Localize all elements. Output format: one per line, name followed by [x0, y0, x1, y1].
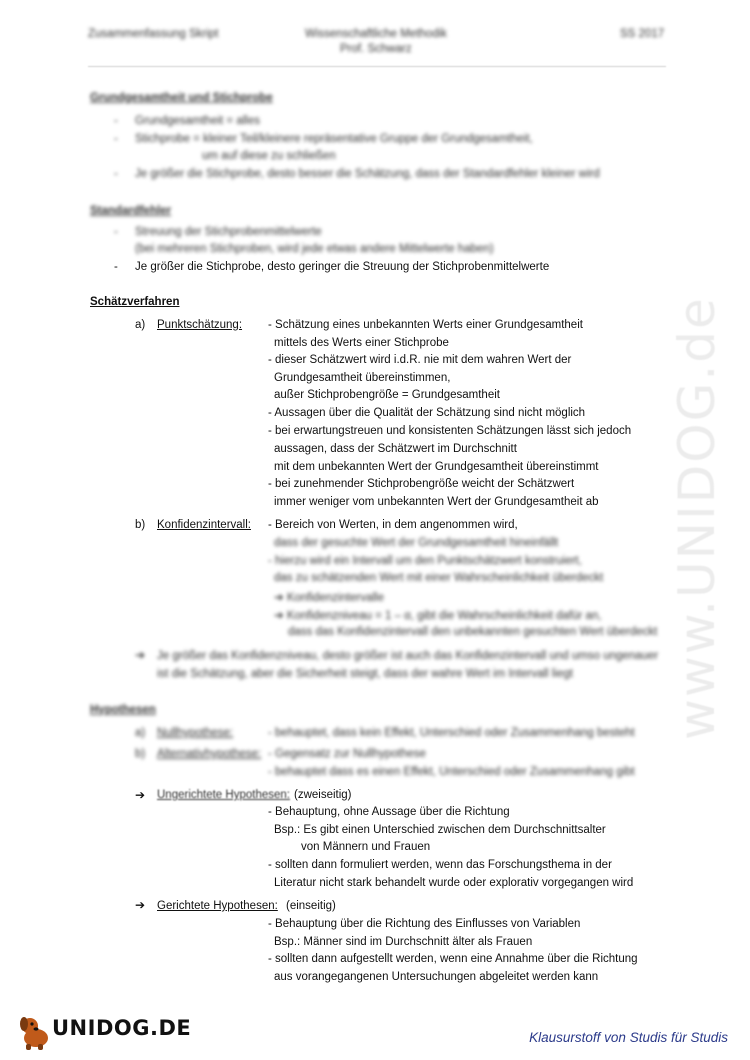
item-marker-a: a) — [135, 727, 146, 739]
bullet-mark: - — [114, 115, 118, 127]
text-line: von Männern und Frauen — [301, 841, 431, 853]
bullet-mark: - — [114, 168, 118, 180]
bullet-mark: - — [114, 226, 118, 238]
text-line: aus vorangegangenen Untersuchungen abgeleitet werden kann — [274, 971, 599, 983]
item-marker-a: a) — [135, 319, 146, 331]
arrow-icon: ➔ — [135, 788, 146, 802]
text-line: dass der gesuchte Wert der Grundgesamtheit hineinfällt — [274, 537, 559, 549]
note-line: Je größer das Konfidenzniveau, desto größer ist auch das Konfidenzintervall und umso ungenauer — [157, 650, 659, 662]
text-line: - Gegensatz zur Nullhypothese — [268, 748, 426, 760]
text-line: mittels des Werts einer Stichprobe — [274, 337, 449, 349]
text-line: - Behauptung über die Richtung des Einflusses von Variablen — [268, 918, 581, 930]
text-line: - behauptet dass es einen Effekt, Unterschied oder Zusammenhang gibt — [268, 766, 635, 778]
text-line: Bsp.: Männer sind im Durchschnitt älter als Frauen — [274, 936, 533, 948]
item-marker-b: b) — [135, 748, 146, 760]
text-line: - bei zunehmender Stichprobengröße weicht der Schätzwert — [268, 478, 575, 490]
bullet-mark: - — [114, 261, 118, 273]
arrow-icon: ➔ — [135, 648, 146, 662]
text-line: ➔ Konfidenzniveau = 1 – α, gibt die Wahrscheinlichkeit dafür an, — [274, 610, 602, 622]
text-line: - hierzu wird ein Intervall um den Punktschätzwert konstruiert, — [268, 555, 582, 567]
header-right: SS 2017 — [620, 28, 665, 40]
list-item: Je größer die Stichprobe, desto besser die Schätzung, dass der Standardfehler kleiner wird — [135, 168, 600, 180]
list-item-continuation: (bei mehreren Stichproben, wird jede etwas andere Mittelwerte haben) — [135, 243, 494, 255]
footer-tagline: Klausurstoff von Studis für Studis — [529, 1030, 728, 1045]
text-line: Literatur nicht stark behandelt wurde oder explorativ vorgegangen wird — [274, 877, 634, 889]
text-line: Bsp.: Es gibt einen Unterschied zwischen dem Durchschnittsalter — [274, 824, 606, 836]
logo-text: UNIDOG.DE — [52, 1016, 192, 1040]
header-rule — [88, 66, 666, 67]
bullet-mark: - — [114, 133, 118, 145]
list-item: Grundgesamtheit = alles — [135, 115, 260, 127]
text-line: außer Stichprobengröße = Grundgesamtheit — [274, 389, 500, 401]
text-line: - Behauptung, ohne Aussage über die Richtung — [268, 806, 510, 818]
text-line: - sollten dann formuliert werden, wenn das Forschungsthema in der — [268, 859, 612, 871]
text-line: - behauptet, dass kein Effekt, Unterschied oder Zusammenhang besteht — [268, 727, 635, 739]
nullhypothese-label: Nullhypothese: — [157, 727, 234, 739]
item-marker-b: b) — [135, 519, 146, 531]
section-heading-standardfehler: Standardfehler — [90, 205, 172, 217]
text-line: das zu schätzenden Wert mit einer Wahrscheinlichkeit überdeckt — [274, 572, 604, 584]
text-line: - sollten dann aufgestellt werden, wenn eine Annahme über die Richtung — [268, 953, 638, 965]
section-heading-schaetzverfahren: Schätzverfahren — [90, 296, 180, 308]
text-line: - Schätzung eines unbekannten Werts einer Grundgesamtheit — [268, 319, 583, 331]
ungerichtete-hypothesen-label: Ungerichtete Hypothesen: — [157, 789, 290, 801]
text-line: immer weniger vom unbekannten Wert der Grundgesamtheit ab — [274, 496, 599, 508]
text-line: aussagen, dass der Schätzwert im Durchschnitt — [274, 443, 517, 455]
text-line: mit dem unbekannten Wert der Grundgesamtheit übereinstimmt — [274, 461, 599, 473]
list-item: Je größer die Stichprobe, desto geringer die Streuung der Stichprobenmittelwerte — [135, 261, 550, 273]
section-heading-grundgesamtheit: Grundgesamtheit und Stichprobe — [90, 92, 273, 104]
text-line: - Aussagen über die Qualität der Schätzung sind nicht möglich — [268, 407, 586, 419]
text-line: dass das Konfidenzintervall den unbekannten gesuchten Wert überdeckt — [288, 626, 658, 638]
arrow-icon: ➔ — [135, 898, 146, 912]
ungerichtete-hypothesen-suffix: (zweiseitig) — [294, 789, 352, 801]
header-center-line1: Wissenschaftliche Methodik — [305, 28, 447, 40]
punktschaetzung-label: Punktschätzung: — [157, 319, 243, 331]
gerichtete-hypothesen-label: Gerichtete Hypothesen: — [157, 900, 278, 912]
list-item: Streuung der Stichprobenmittelwerte — [135, 226, 322, 238]
watermark: www.UNIDOG.de — [668, 296, 726, 740]
text-line: - bei erwartungstreuen und konsistenten Schätzungen lässt sich jedoch — [268, 425, 632, 437]
alternativhypothese-label: Alternativhypothese: — [157, 748, 262, 760]
text-line: ➔ Konfidenzintervalle — [274, 592, 385, 604]
konfidenzintervall-label: Konfidenzintervall: — [157, 519, 251, 531]
header-left: Zusammenfassung Skript — [88, 28, 219, 40]
text-line: Grundgesamtheit übereinstimmen, — [274, 372, 451, 384]
header-center-line2: Prof. Schwarz — [340, 43, 412, 55]
text-line: - Bereich von Werten, in dem angenommen wird, — [268, 519, 518, 531]
list-item: Stichprobe = kleiner Teil/kleinere repräsentative Gruppe der Grundgesamtheit, — [135, 133, 533, 145]
list-item-continuation: um auf diese zu schließen — [202, 150, 336, 162]
gerichtete-hypothesen-suffix: (einseitig) — [286, 900, 336, 912]
text-line: - dieser Schätzwert wird i.d.R. nie mit dem wahren Wert der — [268, 354, 572, 366]
note-line: ist die Schätzung, aber die Sicherheit steigt, dass der wahre Wert im Intervall liegt — [157, 668, 573, 680]
section-heading-hypothesen: Hypothesen — [90, 704, 156, 716]
